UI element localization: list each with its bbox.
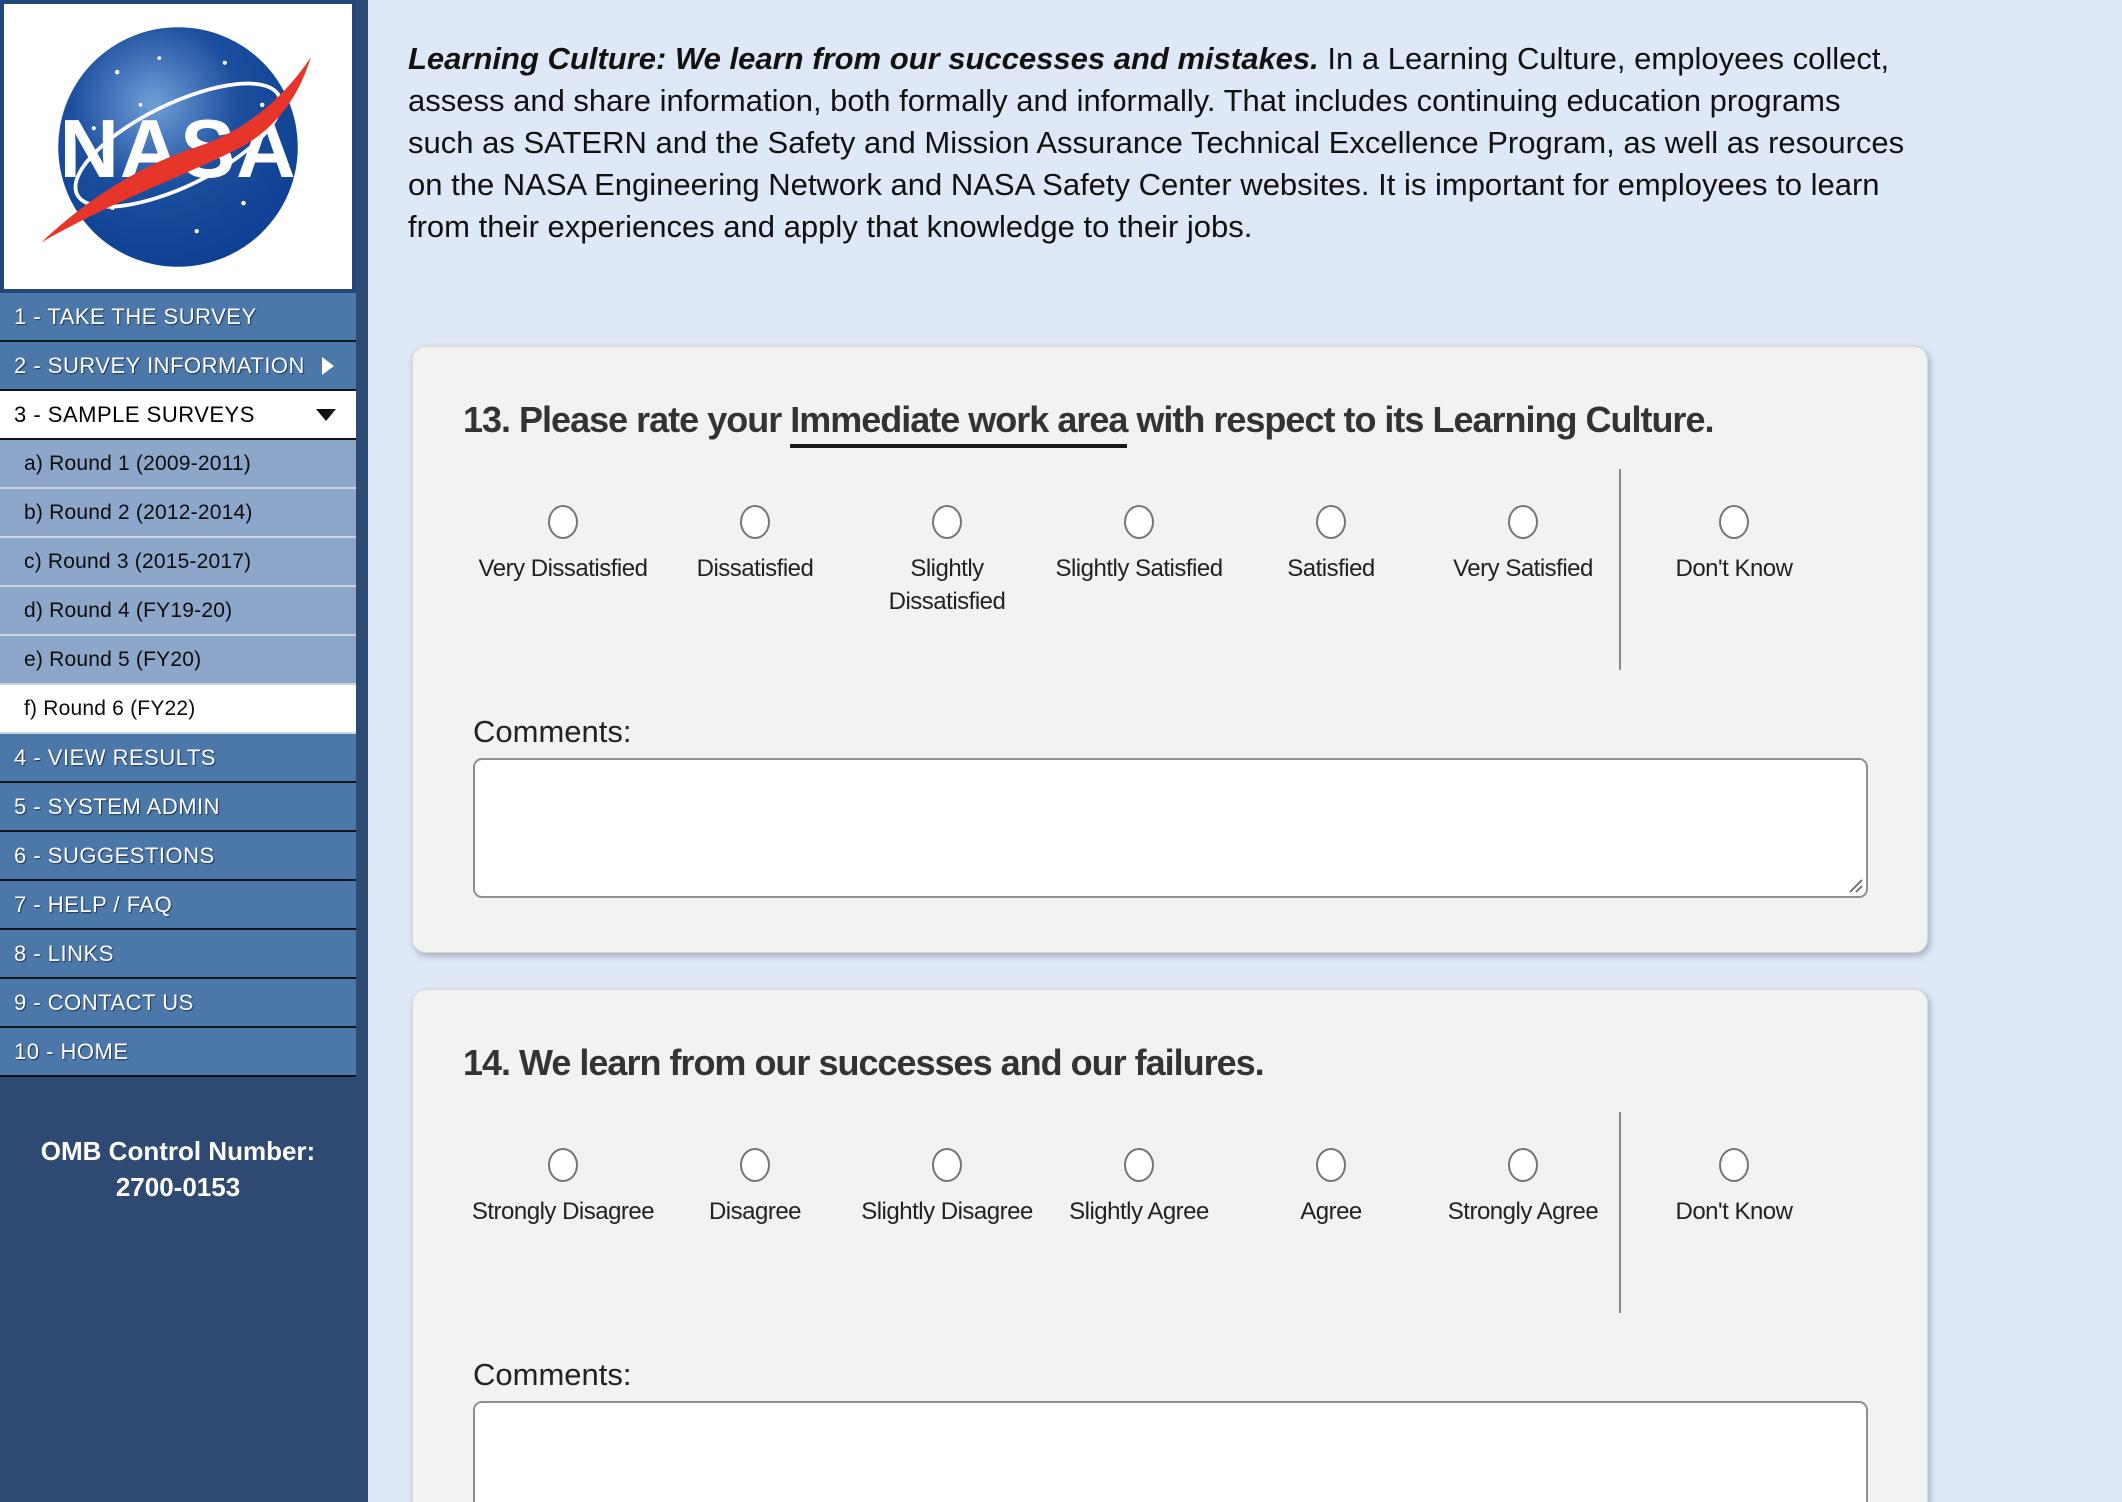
sidebar-item-suggestions[interactable] — [0, 832, 356, 881]
option-satisfied — [1235, 469, 1427, 670]
radio-button[interactable] — [1719, 505, 1749, 539]
radio-button[interactable] — [1508, 1148, 1538, 1182]
question-13-panel — [412, 346, 1928, 953]
sidebar-item-round-2[interactable] — [0, 489, 356, 538]
sidebar-item-label: 5 - SYSTEM ADMIN — [14, 793, 221, 819]
radio-button[interactable] — [1316, 1148, 1346, 1182]
sidebar-item-take-the-survey[interactable] — [0, 293, 356, 342]
option-label: Strongly Disagree — [471, 1198, 655, 1225]
question-13-title-post: with respect to its Learning Culture. — [1127, 399, 1714, 440]
option-dont-know — [1621, 1112, 1847, 1313]
option-label: Disagree — [708, 1198, 802, 1225]
sidebar-item-label: f) Round 6 (FY22) — [24, 696, 196, 720]
omb-control-number — [0, 1077, 356, 1502]
radio-button[interactable] — [740, 505, 770, 539]
option-label: Satisfied — [1287, 555, 1375, 582]
option-label: Don't Know — [1675, 1198, 1793, 1225]
question-14-comments — [463, 1357, 1877, 1502]
comments-label: Comments: — [473, 714, 632, 749]
option-slightly-dissatisfied — [851, 469, 1043, 670]
question-14-title-pre: 14. We learn from our successes and our failures. — [463, 1042, 1264, 1083]
sidebar-item-label: d) Round 4 (FY19-20) — [24, 598, 233, 622]
option-very-satisfied — [1427, 469, 1619, 670]
radio-button[interactable] — [740, 1148, 770, 1182]
option-very-dissatisfied — [467, 469, 659, 670]
sidebar-item-sample-surveys[interactable] — [0, 391, 356, 440]
option-label: Slightly Disagree — [861, 1198, 1033, 1225]
sidebar-item-links[interactable] — [0, 930, 356, 979]
sidebar-item-label: 6 - SUGGESTIONS — [14, 842, 215, 868]
chevron-right-icon — [322, 357, 334, 375]
intro-body: In a Learning Culture, employees collect, assess and share information, both formally and informally. That includes continuing education programs such as SATERN and the Safety and Mission Assurance Technical Excellence Program, as well as resources on the NASA Engineering Network and NASA Safety Center websites. It is important for employees to learn from their experiences and apply that knowledge to their jobs. — [408, 41, 1905, 244]
omb-line2: 2700-0153 — [115, 1172, 241, 1202]
sidebar — [0, 0, 368, 1502]
sidebar-item-label: b) Round 2 (2012-2014) — [24, 500, 253, 524]
nasa-meatball-icon — [28, 16, 328, 278]
sidebar-item-contact-us[interactable] — [0, 979, 356, 1028]
nasa-logo — [0, 0, 356, 293]
comments-textarea[interactable] — [475, 760, 1866, 896]
sidebar-item-label: 3 - SAMPLE SURVEYS — [14, 401, 255, 427]
main-content — [368, 0, 2122, 1502]
radio-button[interactable] — [1316, 505, 1346, 539]
chevron-down-icon — [316, 409, 336, 421]
sidebar-item-round-3[interactable] — [0, 538, 356, 587]
option-label: Very Satisfied — [1453, 555, 1593, 582]
question-13-title — [463, 399, 1877, 441]
option-strongly-agree — [1427, 1112, 1619, 1313]
option-label: Slightly Satisfied — [1055, 555, 1223, 582]
sidebar-item-label: 4 - VIEW RESULTS — [14, 744, 216, 770]
option-label: Slightly Dissatisfied — [888, 555, 1006, 615]
sidebar-item-label: e) Round 5 (FY20) — [24, 647, 202, 671]
question-13-title-pre: 13. Please rate your — [463, 399, 791, 440]
sidebar-item-label: 7 - HELP / FAQ — [14, 891, 173, 917]
option-label: Dissatisfied — [696, 555, 814, 582]
option-label: Strongly Agree — [1447, 1198, 1599, 1225]
sidebar-item-round-5[interactable] — [0, 636, 356, 685]
question-13-comments — [463, 714, 1877, 898]
sidebar-item-system-admin[interactable] — [0, 783, 356, 832]
radio-button[interactable] — [1508, 505, 1538, 539]
radio-button[interactable] — [932, 1148, 962, 1182]
omb-line1: OMB Control Number: — [40, 1136, 316, 1166]
intro-lead: Learning Culture: We learn from our successes and mistakes. — [408, 41, 1319, 76]
option-strongly-disagree — [467, 1112, 659, 1313]
intro-paragraph — [408, 38, 1908, 248]
radio-button[interactable] — [1124, 505, 1154, 539]
option-label: Slightly Agree — [1069, 1198, 1209, 1225]
option-disagree — [659, 1112, 851, 1313]
sidebar-item-round-6[interactable] — [0, 685, 356, 734]
radio-button[interactable] — [1719, 1148, 1749, 1182]
option-agree — [1235, 1112, 1427, 1313]
option-label: Don't Know — [1675, 555, 1793, 582]
sidebar-item-survey-information[interactable] — [0, 342, 356, 391]
radio-button[interactable] — [932, 505, 962, 539]
option-dissatisfied — [659, 469, 851, 670]
radio-button[interactable] — [548, 505, 578, 539]
radio-button[interactable] — [1124, 1148, 1154, 1182]
option-slightly-disagree — [851, 1112, 1043, 1313]
sidebar-menu — [0, 293, 356, 1077]
sidebar-item-round-4[interactable] — [0, 587, 356, 636]
option-label: Agree — [1300, 1198, 1362, 1225]
comments-textarea[interactable] — [475, 1403, 1866, 1502]
question-14-options — [463, 1112, 1877, 1313]
question-13-title-emphasis: Immediate work area — [790, 399, 1127, 448]
option-label: Very Dissatisfied — [478, 555, 648, 582]
svg-text:NASA: NASA — [59, 102, 297, 195]
question-14-panel — [412, 989, 1928, 1502]
comments-textarea-wrap — [473, 1401, 1868, 1502]
sidebar-item-label: 1 - TAKE THE SURVEY — [14, 303, 257, 329]
sidebar-item-label: 8 - LINKS — [14, 940, 114, 966]
sidebar-item-home[interactable] — [0, 1028, 356, 1077]
option-slightly-agree — [1043, 1112, 1235, 1313]
sidebar-item-view-results[interactable] — [0, 734, 356, 783]
sidebar-item-round-1[interactable] — [0, 440, 356, 489]
sidebar-item-label: 9 - CONTACT US — [14, 989, 194, 1015]
sidebar-item-label: 2 - SURVEY INFORMATION — [14, 352, 305, 378]
radio-button[interactable] — [548, 1148, 578, 1182]
sidebar-item-label: c) Round 3 (2015-2017) — [24, 549, 252, 573]
comments-textarea-wrap — [473, 758, 1868, 898]
option-dont-know — [1621, 469, 1847, 670]
sidebar-item-label: a) Round 1 (2009-2011) — [24, 451, 251, 475]
question-13-options — [463, 469, 1877, 670]
comments-label: Comments: — [473, 1357, 632, 1392]
sidebar-item-label: 10 - HOME — [14, 1038, 129, 1064]
option-slightly-satisfied — [1043, 469, 1235, 670]
sidebar-item-help-faq[interactable] — [0, 881, 356, 930]
question-14-title — [463, 1042, 1877, 1084]
